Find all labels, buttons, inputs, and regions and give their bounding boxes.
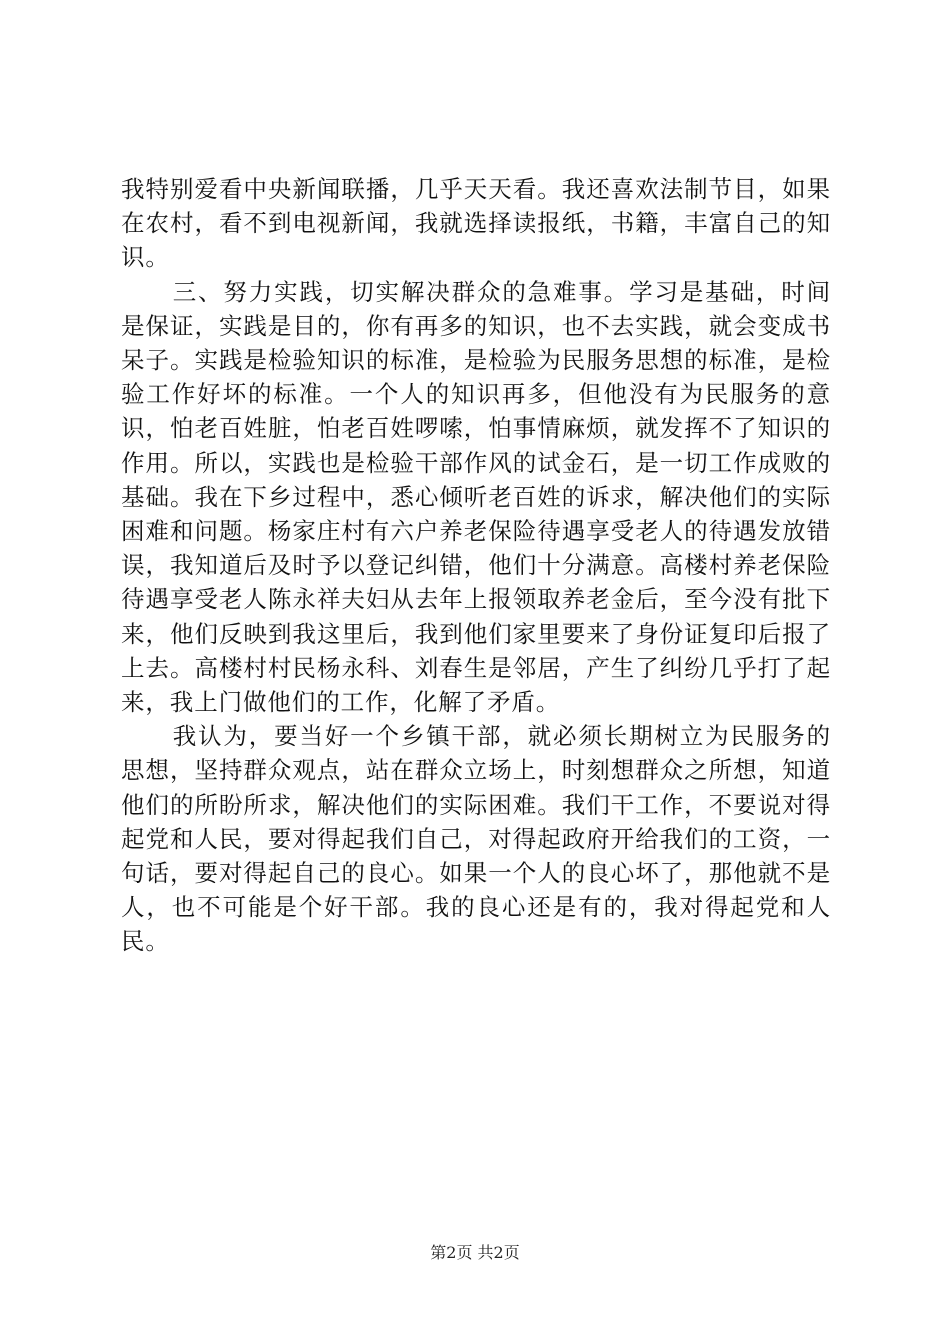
page-footer: 第2页 共2页 [430,1243,520,1262]
paragraph-3: 我认为，要当好一个乡镇干部，就必须长期树立为民服务的思想，坚持群众观点，站在群众立场上，时刻想群众之所想，知道他们的所盼所求，解决他们的实际困难。我们干工作，不要说对得起党和人民，要对得起我们自己，对得起政府开给我们的工资，一句话，要对得起自己的良心。如果一个人的良心坏了，那他就不是人，也不可能是个好干部。我的良心还是有的，我对得起党和人民。 [121,722,831,956]
document-body [121,172,831,959]
paragraph-2: 三、努力实践，切实解决群众的急难事。学习是基础，时间是保证，实践是目的，你有再多的知识，也不去实践，就会变成书呆子。实践是检验知识的标准，是检验为民服务思想的标准，是检验工作好坏的标准。一个人的知识再多，但他没有为民服务的意识，怕老百姓脏，怕老百姓啰嗦，怕事情麻烦，就发挥不了知识的作用。所以，实践也是检验干部作风的试金石，是一切工作成败的基础。我在下乡过程中，悉心倾听老百姓的诉求，解决他们的实际困难和问题。杨家庄村有六户养老保险待遇享受老人的待遇发放错误，我知道后及时予以登记纠错，他们十分满意。高楼村养老保险待遇享受老人陈永祥夫妇从去年上报领取养老金后，至今没有批下来，他们反映到我这里后，我到他们家里要来了身份证复印后报了上去。高楼村村民杨永科、刘春生是邻居，产生了纠纷几乎打了起来，我上门做他们的工作，化解了矛盾。 [121,277,831,717]
paragraph-1: 我特别爱看中央新闻联播，几乎天天看。我还喜欢法制节目，如果在农村，看不到电视新闻，我就选择读报纸，书籍，丰富自己的知识。 [121,175,831,272]
